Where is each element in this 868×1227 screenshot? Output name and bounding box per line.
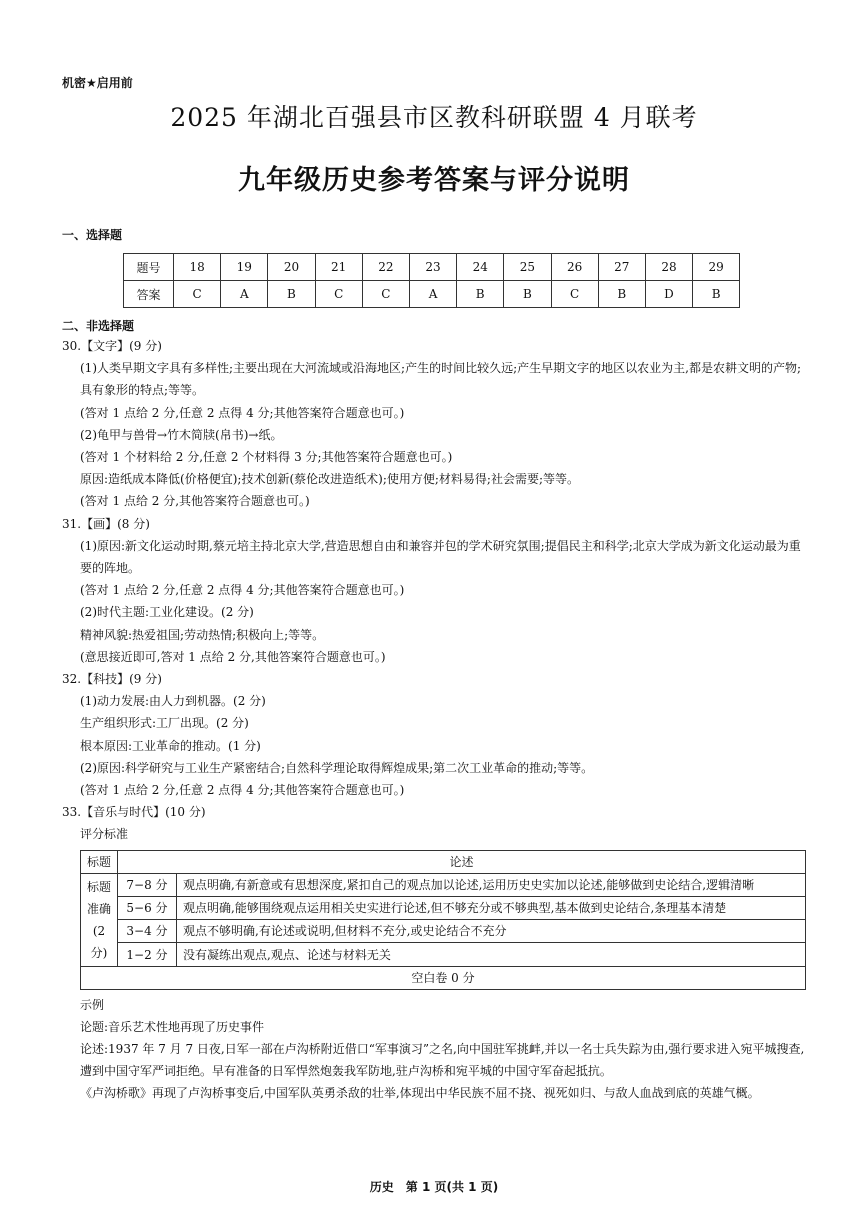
scoring-note: (意思接近即可,答对 1 点给 2 分,其他答案符合题意也可。) (80, 649, 386, 664)
question-number-row (124, 254, 740, 281)
confidential-label: 机密★启用前 (62, 76, 133, 90)
question-number: 20 (268, 254, 315, 281)
answer-line: (1)原因:新文化运动时期,蔡元培主持北京大学,营造思想自由和兼容并包的学术研究氛围;提倡民主和科学;北京大学成为新文化运动最为重要的阵地。 (80, 538, 801, 576)
example-label: 示例 (80, 997, 105, 1012)
question-number: 22 (362, 254, 409, 281)
answer-letter: C (551, 281, 598, 308)
answer-letter: B (598, 281, 645, 308)
level-score: 7−8 分 (118, 873, 177, 896)
question-number: 19 (221, 254, 268, 281)
exam-title: 2025 年湖北百强县市区教科研联盟 4 月联考 (170, 103, 698, 132)
answer-line: 根本原因:工业革命的推动。(1 分) (80, 738, 261, 753)
criteria-row (81, 920, 806, 943)
criteria-row (81, 873, 806, 896)
criteria-col-title: 标题 (81, 850, 118, 873)
level-score: 1−2 分 (118, 943, 177, 966)
answer-line: (1)人类早期文字具有多样性;主要出现在大河流域或沿海地区;产生的时间比较久远;产生早期文字的地区以农业为主,都是农耕文明的产物;具有象形的特点;等等。 (80, 361, 801, 398)
answer-row (124, 281, 740, 308)
scoring-note: (答对 1 点给 2 分,任意 2 点得 4 分;其他答案符合题意也可。) (80, 783, 405, 798)
scoring-note: (答对 1 点给 2 分,任意 2 点得 4 分;其他答案符合题意也可。) (80, 405, 405, 420)
level-description: 观点不够明确,有论述或说明,但材料不充分,或史论结合不充分 (177, 920, 806, 943)
criteria-row (81, 943, 806, 966)
row-label-question: 题号 (124, 254, 174, 281)
answer-line: (2)原因:科学研究与工业生产紧密结合;自然科学理论取得辉煌成果;第二次工业革命的推动;等等。 (80, 760, 594, 775)
level-description: 观点明确,能够围绕观点运用相关史实进行论述,但不够充分或不够典型,基本做到史论结合,条理基本清楚 (177, 896, 806, 919)
section-open-title: 二、非选择题 (62, 319, 135, 333)
open-answers (62, 335, 808, 1105)
blank-paper-score: 空白卷 0 分 (81, 966, 806, 989)
answer-line: 精神风貌:热爱祖国;劳动热情;积极向上;等等。 (80, 627, 325, 642)
question-number: 21 (315, 254, 362, 281)
answer-letter: B (693, 281, 740, 308)
choice-answer-table (123, 253, 740, 308)
answer-line: 原因:造纸成本降低(价格便宜);技术创新(蔡伦改进造纸术);使用方便;材料易得;社会需要;等等。 (80, 472, 579, 487)
question-number: 27 (598, 254, 645, 281)
question-number: 24 (457, 254, 504, 281)
question-number: 26 (551, 254, 598, 281)
question-number: 23 (409, 254, 456, 281)
answer-line: (2)时代主题:工业化建设。(2 分) (80, 605, 254, 620)
answer-letter: B (268, 281, 315, 308)
answer-line: (2)龟甲与兽骨→竹木简牍(帛书)→纸。 (80, 427, 283, 442)
q32-heading: 32.【科技】(9 分) (62, 672, 162, 687)
page-footer: 历史 第 1 页(共 1 页) (369, 1180, 499, 1194)
scoring-note: (答对 1 点给 2 分,任意 2 点得 4 分;其他答案符合题意也可。) (80, 583, 405, 598)
answer-letter: A (221, 281, 268, 308)
scoring-note: (答对 1 点给 2 分,其他答案符合题意也可。) (80, 494, 310, 509)
answer-letter: D (645, 281, 692, 308)
answer-letter: B (504, 281, 551, 308)
level-description: 没有凝练出观点,观点、论述与材料无关 (177, 943, 806, 966)
row-label-answer: 答案 (124, 281, 174, 308)
q30-heading: 30.【文字】(9 分) (62, 339, 162, 353)
level-description: 观点明确,有新意或有思想深度,紧扣自己的观点加以论述,运用历史史实加以论述,能够做到史论结合,逻辑清晰 (177, 873, 806, 896)
example-topic: 论题:音乐艺术性地再现了历史事件 (80, 1019, 265, 1034)
scoring-criteria-table (80, 850, 806, 990)
answer-letter: C (174, 281, 221, 308)
criteria-label: 评分标准 (80, 827, 129, 842)
answer-letter: A (409, 281, 456, 308)
example-argument: 《卢沟桥歌》再现了卢沟桥事变后,中国军队英勇杀敌的壮举,体现出中华民族不屈不挠、视死如归、与敌人血战到底的英雄气概。 (80, 1086, 760, 1101)
blank-paper-row (81, 966, 806, 989)
section-choice-title: 一、选择题 (62, 228, 123, 242)
question-number: 18 (174, 254, 221, 281)
criteria-col-argument: 论述 (118, 850, 806, 873)
scoring-note: (答对 1 个材料给 2 分,任意 2 个材料得 3 分;其他答案符合题意也可。) (80, 450, 453, 465)
answer-letter: C (362, 281, 409, 308)
criteria-header-row (81, 850, 806, 873)
question-number: 28 (645, 254, 692, 281)
criteria-row (81, 896, 806, 919)
answer-line: 生产组织形式:工厂出现。(2 分) (80, 716, 249, 731)
q31-heading: 31.【画】(8 分) (62, 516, 150, 531)
answer-line: (1)动力发展:由人力到机器。(2 分) (80, 694, 266, 709)
example-argument: 论述:1937 年 7 月 7 日夜,日军一部在卢沟桥附近借口“军事演习”之名,向中国驻军挑衅,并以一名士兵失踪为由,强行要求进入宛平城搜查,遭到中国守军严词拒绝。早有准备的日军悍然炮轰我军防地,驻卢沟桥和宛平城的中国守军奋起抵抗。 (80, 1042, 805, 1079)
answer-letter: B (457, 281, 504, 308)
q33-heading: 33.【音乐与时代】(10 分) (62, 805, 206, 820)
question-number: 29 (693, 254, 740, 281)
document-title: 九年级历史参考答案与评分说明 (238, 165, 630, 196)
answer-letter: C (315, 281, 362, 308)
criteria-title-score: 标题准确(2 分) (81, 873, 118, 966)
level-score: 3−4 分 (118, 920, 177, 943)
level-score: 5−6 分 (118, 896, 177, 919)
question-number: 25 (504, 254, 551, 281)
